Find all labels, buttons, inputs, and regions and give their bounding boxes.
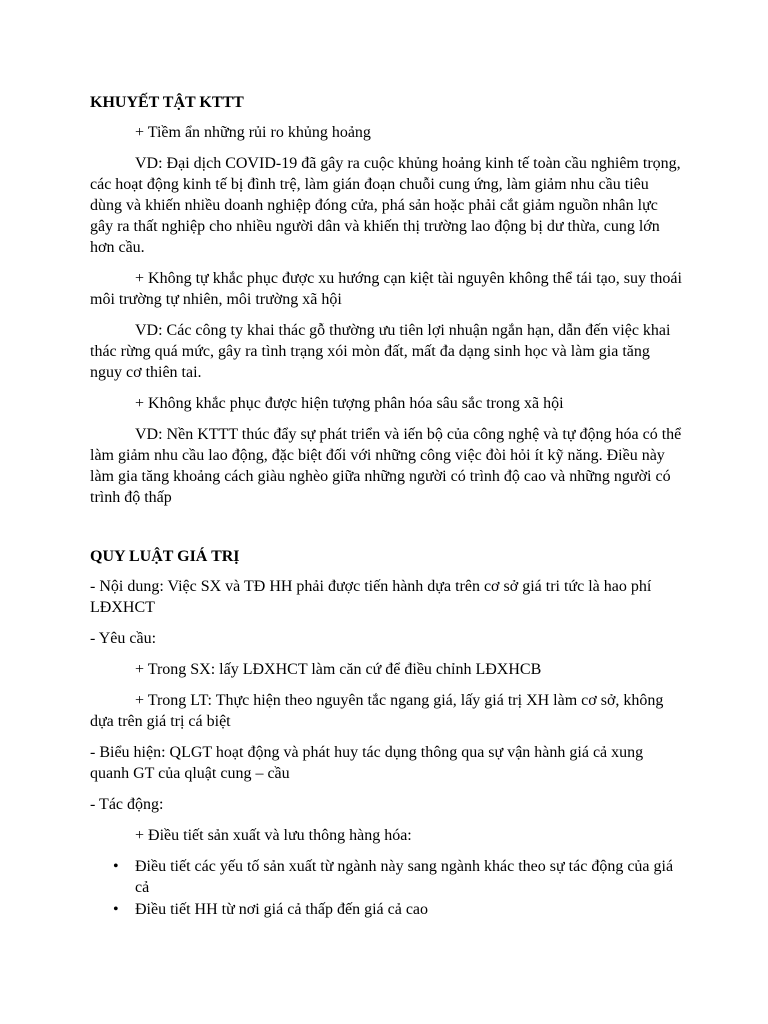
section-title-quy-luat-gia-tri: QUY LUẬT GIÁ TRỊ [90, 548, 240, 565]
list-item [90, 856, 682, 898]
example-logging: VD: Các công ty khai thác gỗ thường ưu tiên lợi nhuận ngắn hạn, dẫn đến việc khai thác rừng quá mức, gây ra tình trạng xói mòn đất, mất đa dạng sinh học và làm gia tăng nguy cơ thiên tai. [90, 322, 671, 381]
bullet-text: Điều tiết các yếu tố sản xuất từ ngành này sang ngành khác theo sự tác động của giá cả [135, 858, 674, 896]
bullet-text: Điều tiết HH từ nơi giá cả thấp đến giá cả cao [135, 901, 429, 918]
requirement-label: - Yêu cầu: [90, 630, 157, 647]
manifestation-text: - Biểu hiện: QLGT hoạt động và phát huy tác dụng thông qua sự vận hành giá cả xung quanh GT của qluật cung – cầu [90, 744, 644, 782]
example-covid: VD: Đại dịch COVID-19 đã gây ra cuộc khủng hoảng kinh tế toàn cầu nghiêm trọng, các hoạt động kinh tế bị đình trệ, làm gián đoạn chuỗi cung ứng, làm giảm nhu cầu tiêu dùng và khiến nhiều doanh nghiệp đóng cửa, phá sản hoặc phải cắt giảm nguồn nhân lực gây ra thất nghiệp cho nhiều người dân và khiến thị trường lao động bị dư thừa, cung lớn hơn cầu. [90, 155, 681, 256]
example-automation: VD: Nền KTTT thúc đẩy sự phát triển và iến bộ của công nghệ và tự động hóa có thể làm giảm nhu cầu lao động, đặc biệt đối với những công việc đòi hỏi ít kỹ năng. Điều này làm gia tăng khoảng cách giàu nghèo giữa những người có trình độ cao và những người có trình độ thấp [90, 426, 682, 506]
content-definition: - Nội dung: Việc SX và TĐ HH phải được tiến hành dựa trên cơ sở giá tri tức là hao phí LĐXHCT [90, 578, 652, 616]
section-title-khuyet-tat: KHUYẾT TẬT KTTT [90, 94, 244, 111]
impact-label: - Tác động: [90, 796, 164, 813]
point-social-stratification: + Không khắc phục được hiện tượng phân hóa sâu sắc trong xã hội [135, 395, 564, 412]
bullet-icon: • [113, 858, 119, 875]
point-resource-depletion: + Không tự khắc phục được xu hướng cạn kiệt tài nguyên không thể tái tạo, suy thoái môi trường tự nhiên, môi trường xã hội [90, 270, 682, 308]
impact-bullet-list [90, 856, 682, 920]
impact-regulation: + Điều tiết sản xuất và lưu thông hàng hóa: [135, 827, 412, 844]
requirement-production: + Trong SX: lấy LĐXHCT làm căn cứ để điều chỉnh LĐXHCB [135, 661, 542, 678]
point-crisis-risk: + Tiềm ẩn những rủi ro khủng hoảng [135, 124, 371, 141]
list-item [90, 899, 682, 920]
document-page [90, 92, 682, 921]
section-spacer [90, 518, 682, 546]
requirement-circulation: + Trong LT: Thực hiện theo nguyên tắc ngang giá, lấy giá trị XH làm cơ sở, không dựa trên giá trị cá biệt [90, 692, 664, 730]
bullet-icon: • [113, 901, 119, 918]
